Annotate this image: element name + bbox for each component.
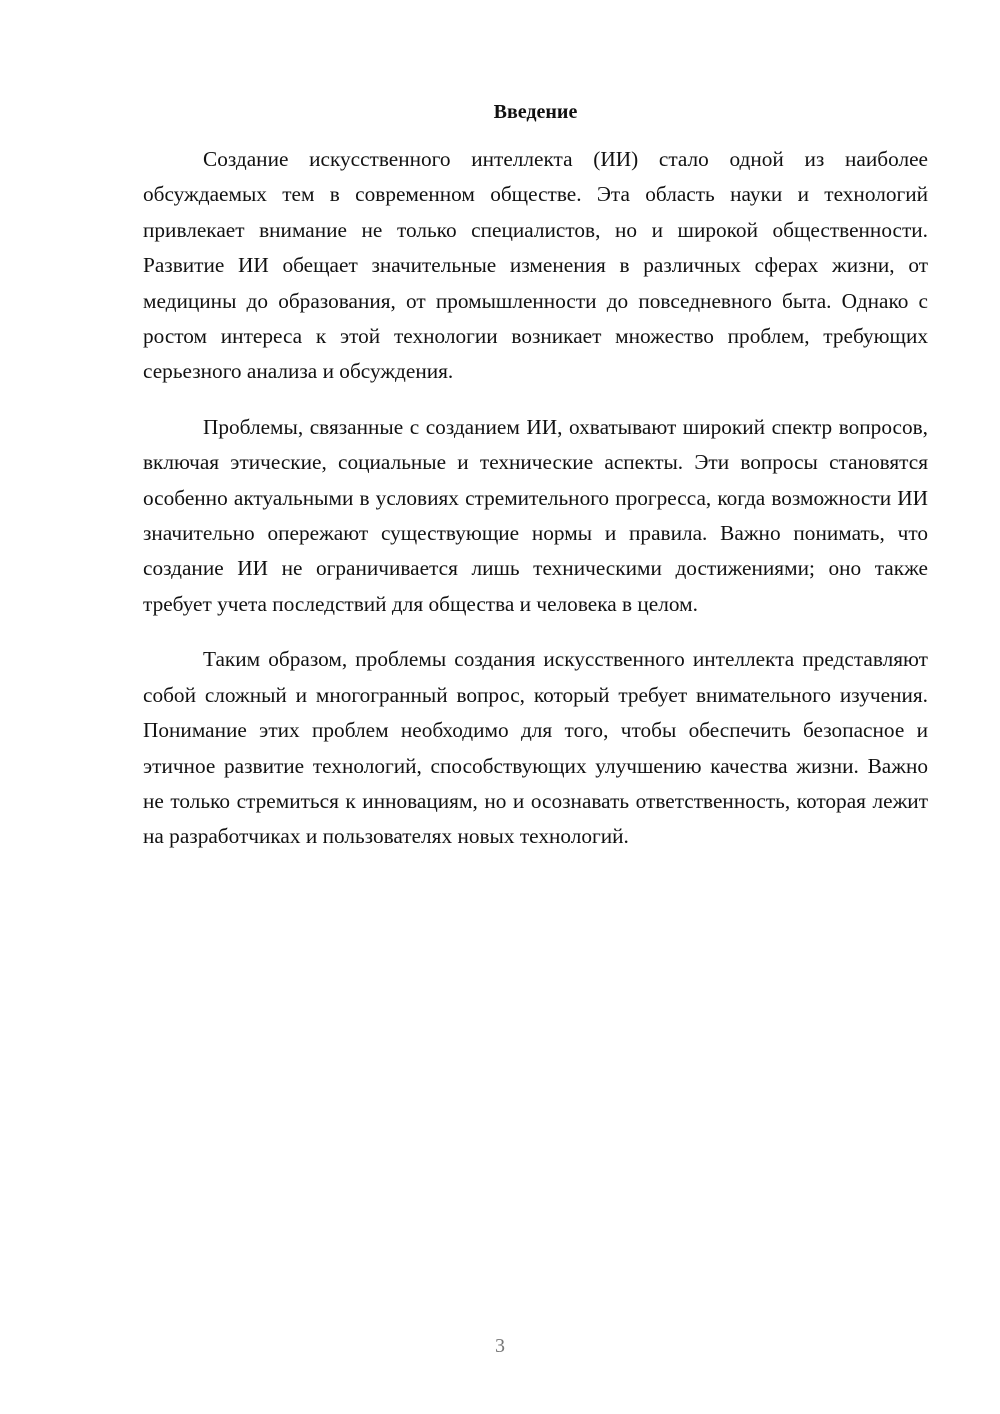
paragraph-2: Проблемы, связанные с созданием ИИ, охватывают широкий спектр вопросов, включая этические, социальные и технические аспекты. Эти вопросы становятся особенно актуальными в условиях стремительного прогресса, когда возможности ИИ значительно опережают существующие нормы и правила. Важно понимать, что создание ИИ не ограничивается лишь техническими достижениями; оно также требует учета последствий для общества и человека в целом. [143, 414, 928, 616]
page-number: 3 [495, 1335, 505, 1357]
section-title: Введение [493, 101, 578, 123]
paragraph-1: Создание искусственного интеллекта (ИИ) стало одной из наиболее обсуждаемых тем в современном обществе. Эта область науки и технологий привлекает внимание не только специалистов, но и широкой общественности. Развитие ИИ обещает значительные изменения в различных сферах жизни, от медицины до образования, от промышленности до повседневного быта. Однако с ростом интереса к этой технологии возникает множество проблем, требующих серьезного анализа и обсуждения. [143, 147, 928, 384]
paragraph-3: Таким образом, проблемы создания искусственного интеллекта представляют собой сложный и многогранный вопрос, который требует внимательного изучения. Понимание этих проблем необходимо для того, чтобы обеспечить безопасное и этичное развитие технологий, способствующих улучшению качества жизни. Важно не только стремиться к инновациям, но и осознавать ответственность, которая лежит на разработчиках и пользователях новых технологий. [143, 647, 928, 849]
body-text [143, 142, 928, 875]
